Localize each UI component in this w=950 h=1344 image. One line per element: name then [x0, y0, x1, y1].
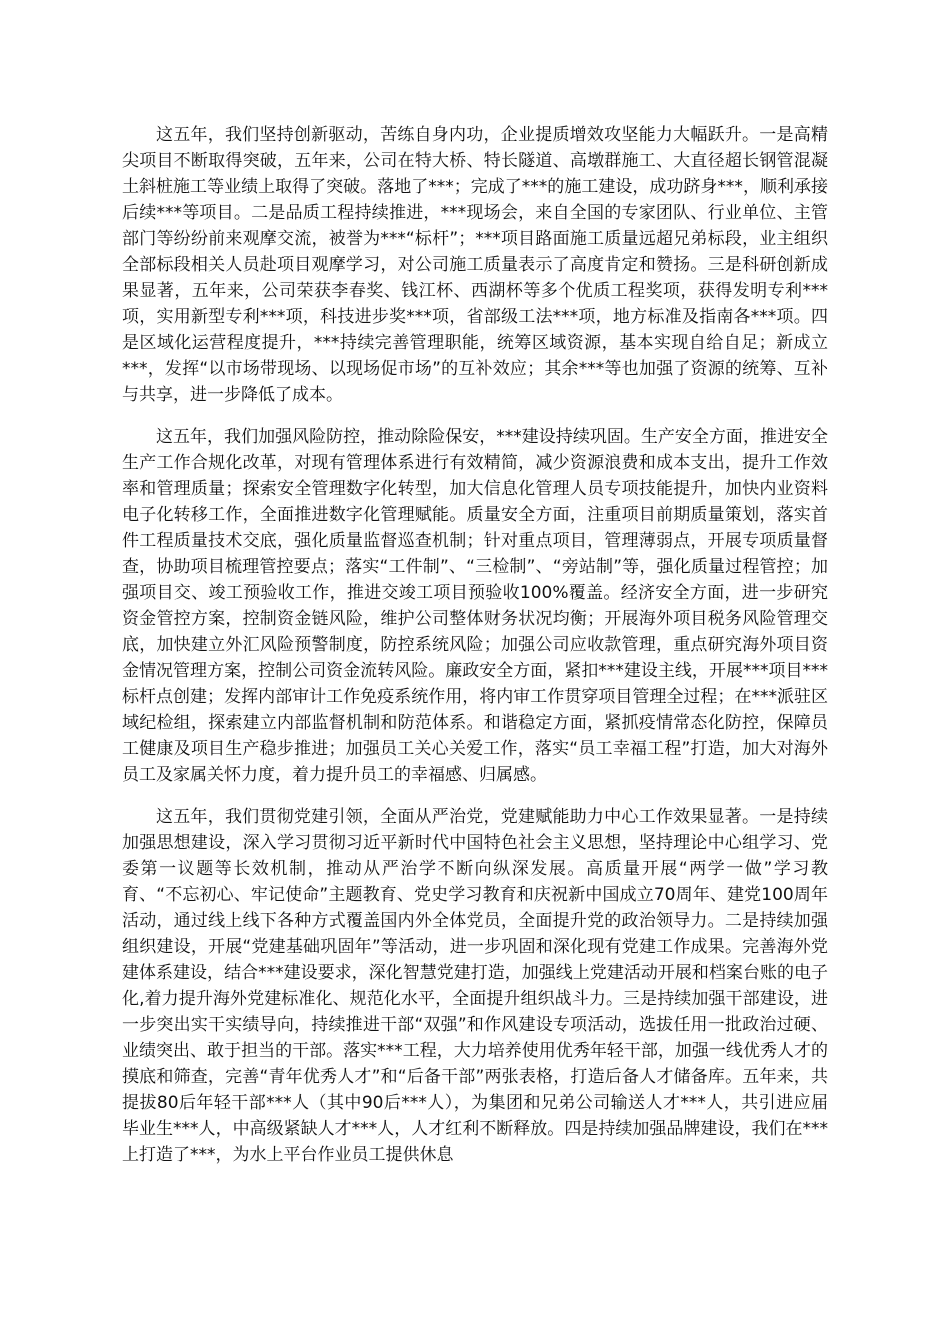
document-body	[122, 122, 828, 1184]
paragraph-risk-control: 这五年，我们加强风险防控，推动除险保安，***建设持续巩固。生产安全方面，推进安全生产工作合规化改革，对现有管理体系进行有效精简，减少资源浪费和成本支出，提升工作效率和管理质量；探索安全管理数字化转型，加大信息化管理人员专项技能提升，加快内业资料电子化转移工作，全面推进数字化管理赋能。质量安全方面，注重项目前期质量策划，落实首件工程质量技术交底，强化质量监督巡查机制；针对重点项目，管理薄弱点，开展专项质量督查，协助项目梳理管控要点；落实“工件制”、“三检制”、“旁站制”等，强化质量过程管控；加强项目交、竣工预验收工作，推进交竣工项目预验收100%覆盖。经济安全方面，进一步研究资金管控方案，控制资金链风险，维护公司整体财务状况均衡；开展海外项目税务风险管理交底，加快建立外汇风险预警制度，防控系统风险；加强公司应收款管理，重点研究海外项目资金情况管理方案，控制公司资金流转风险。廉政安全方面，紧扣***建设主线，开展***项目***标杆点创建；发挥内部审计工作免疫系统作用，将内审工作贯穿项目管理全过程；在***派驻区域纪检组，探索建立内部监督机制和防范体系。和谐稳定方面，紧抓疫情常态化防控，保障员工健康及项目生产稳步推进；加强员工关心关爱工作，落实“员工幸福工程”打造，加大对海外员工及家属关怀力度，着力提升员工的幸福感、归属感。	[122, 427, 828, 785]
paragraph-innovation: 这五年，我们坚持创新驱动，苦练自身内功，企业提质增效攻坚能力大幅跃升。一是高精尖项目不断取得突破，五年来，公司在特大桥、特长隧道、高墩群施工、大直径超长钢管混凝土斜桩施工等业绩上取得了突破。落地了***；完成了***的施工建设，成功跻身***，顺利承接后续***等项目。二是品质工程持续推进，***现场会，来自全国的专家团队、行业单位、主管部门等纷纷前来观摩交流，被誉为***“标杆”；***项目路面施工质量远超兄弟标段，业主组织全部标段相关人员赴项目观摩学习，对公司施工质量表示了高度肯定和赞扬。三是科研创新成果显著，五年来，公司荣获李春奖、钱江杯、西湖杯等多个优质工程奖项，获得发明专利***项，实用新型专利***项，科技进步奖***项，省部级工法***项，地方标准及指南各***项。四是区域化运营程度提升，***持续完善管理职能，统筹区域资源，基本实现自给自足；新成立***，发挥“以市场带现场、以现场促市场”的互补效应；其余***等也加强了资源的统筹、互补与共享，进一步降低了成本。	[122, 125, 828, 405]
paragraph-party-building: 这五年，我们贯彻党建引领，全面从严治党，党建赋能助力中心工作效果显著。一是持续加强思想建设，深入学习贯彻习近平新时代中国特色社会主义思想，坚持理论中心组学习、党委第一议题等长效机制，推动从严治学不断向纵深发展。高质量开展“两学一做”学习教育、“不忘初心、牢记使命”主题教育、党史学习教育和庆祝新中国成立70周年、建党100周年活动，通过线上线下各种方式覆盖国内外全体党员，全面提升党的政治领导力。二是持续加强组织建设，开展“党建基础巩固年”等活动，进一步巩固和深化现有党建工作成果。完善海外党建体系建设，结合***建设要求，深化智慧党建打造，加强线上党建活动开展和档案台账的电子化,着力提升海外党建标准化、规范化水平，全面提升组织战斗力。三是持续加强干部建设，进一步突出实干实绩导向，持续推进干部“双强”和作风建设专项活动，选拔任用一批政治过硬、业绩突出、敢于担当的干部。落实***工程，大力培养使用优秀年轻干部，加强一线优秀人才的摸底和筛查，完善“青年优秀人才”和“后备干部”两张表格，打造后备人才储备库。五年来，共提拔80后年轻干部***人（其中90后***人），为集团和兄弟公司输送人才***人，共引进应届毕业生***人，中高级紧缺人才***人，人才红利不断释放。四是持续加强品牌建设，我们在***上打造了***，为水上平台作业员工提供休息	[122, 807, 828, 1165]
